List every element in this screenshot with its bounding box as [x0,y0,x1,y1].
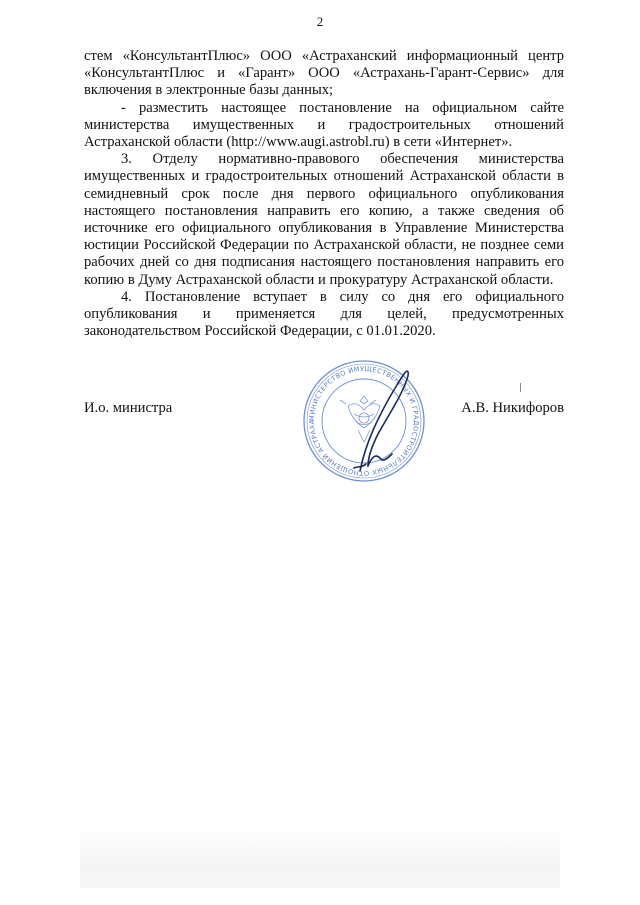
official-seal [296,356,432,486]
signatory-position: И.о. министра [84,400,173,416]
paragraph-item-4: 4. Постановление вступает в силу со дня его официального опубликования и применяется для целей, предусмотренных законодательством Российской Федерации, с 01.01.2020. [84,288,564,340]
paragraph-continuation: стем «КонсультантПлюс» ООО «Астраханский информационный центр «КонсультантПлюс и «Гарант» ООО «Астрахань-Гарант-Сервис» для включения в электронные базы данных; [84,48,564,99]
scan-shadow [80,828,560,888]
paragraph-publish-website: - разместить настоящее постановление на официальном сайте министерства имущественных и градостроительных отношений Астраханской области (http://www.augi.astrobl.ru) в сети «Интернет». [84,99,564,151]
margin-tick-mark [520,383,521,392]
double-headed-eagle-emblem [340,396,380,442]
page-number: 2 [316,14,324,29]
document-body [84,48,564,340]
seal-graphic [296,356,432,486]
seal-ring-text: МИНИСТЕРСТВО ИМУЩЕСТВЕННЫХ И ГРАДОСТРОИТЕЛЬНЫХ ОТНОШЕНИЙ АСТРАХА [307,364,421,478]
signatory-name: А.В. Никифоров [461,400,564,416]
paragraph-item-3: 3. Отделу нормативно-правового обеспечения министерства имущественных и градостроительных отношений Астраханской области в семидневный срок после дня первого официального опубликования настоящего постановления направить его копию, а также сведения об источнике его официального опубликования в Управление Министерства юстиции Российской Федерации по Астраханской области, не позднее семи рабочих дней со дня подписания настоящего постановления направить его копию в Думу Астраханской области и прокуратуру Астраханской области. [84,151,564,288]
